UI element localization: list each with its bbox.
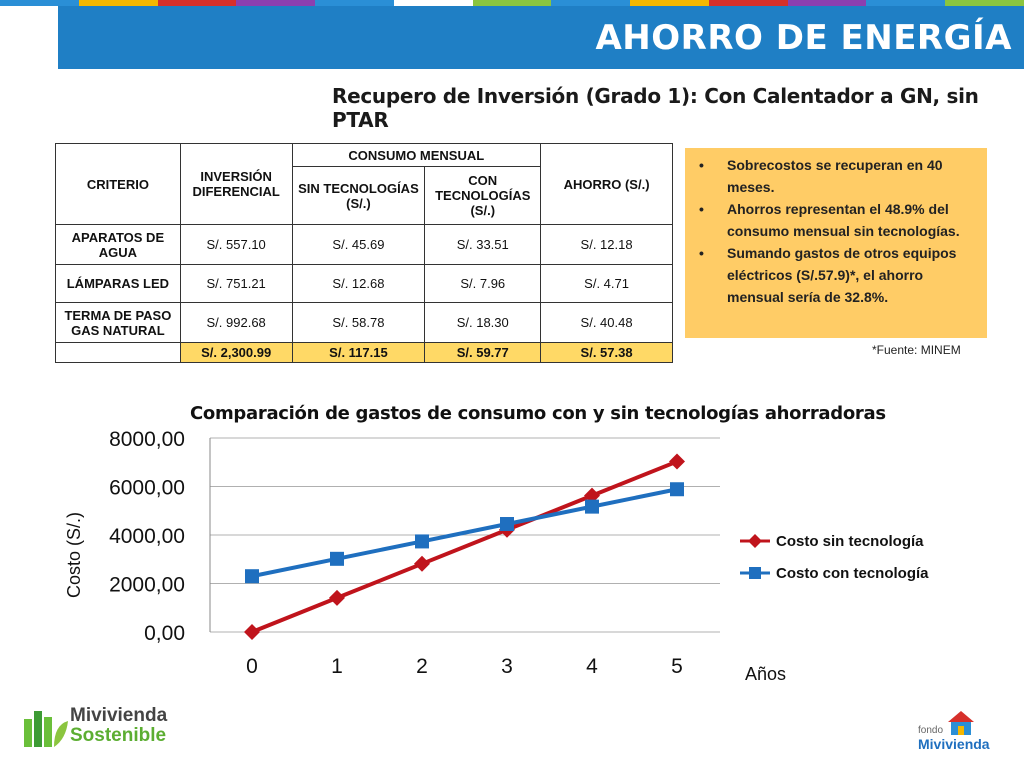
table-total-row <box>56 343 673 363</box>
cell-ahorro: S/. 40.48 <box>541 303 673 343</box>
logo-mivivienda-sostenible <box>20 705 167 747</box>
y-tick-label: 8000,00 <box>109 428 185 451</box>
cell-inversion: S/. 992.68 <box>180 303 292 343</box>
data-point-square <box>670 482 684 496</box>
x-tick-label: 0 <box>246 655 258 678</box>
data-point-diamond <box>329 590 345 606</box>
cell-sin: S/. 58.78 <box>292 303 425 343</box>
series-line-1 <box>252 489 677 576</box>
logo-line2: Sostenible <box>70 725 167 746</box>
total-ahorro: S/. 57.38 <box>541 343 673 363</box>
y-tick-label: 2000,00 <box>109 573 185 597</box>
legend-item-con <box>740 557 929 589</box>
cell-criterio: APARATOS DE AGUA <box>56 225 181 265</box>
data-point-diamond <box>669 454 685 470</box>
cell-inversion: S/. 751.21 <box>180 265 292 303</box>
building-leaf-icon <box>20 705 70 747</box>
chart-legend <box>740 525 929 589</box>
logo-mivivienda: Mivivienda <box>918 736 990 752</box>
legend-label: Costo con tecnología <box>776 564 929 582</box>
x-axis-label: Años <box>745 664 787 684</box>
table-row <box>56 303 673 343</box>
legend-item-sin <box>740 525 929 557</box>
cell-sin: S/. 12.68 <box>292 265 425 303</box>
cell-con: S/. 18.30 <box>425 303 541 343</box>
header-inversion: INVERSIÓN DIFERENCIAL <box>180 144 292 225</box>
data-point-square <box>415 534 429 548</box>
note-item: • Sobrecostos se recuperan en 40 meses. <box>727 154 977 198</box>
page-title: AHORRO DE ENERGÍA <box>595 18 1012 58</box>
house-icon <box>947 710 975 736</box>
logo-line1: Mivivienda <box>70 705 168 726</box>
chart-title: Comparación de gastos de consumo con y sin tecnologías ahorradoras <box>190 403 886 424</box>
table-row <box>56 265 673 303</box>
cell-ahorro: S/. 4.71 <box>541 265 673 303</box>
cell-inversion: S/. 557.10 <box>180 225 292 265</box>
notes-box <box>685 148 987 338</box>
investment-table <box>55 143 673 363</box>
header-criterio: CRITERIO <box>56 144 181 225</box>
y-tick-label: 4000,00 <box>109 525 185 548</box>
series-line-0 <box>252 462 677 632</box>
x-tick-label: 3 <box>501 655 513 678</box>
x-tick-label: 2 <box>416 655 428 678</box>
logo-text <box>70 706 167 746</box>
data-point-square <box>585 500 599 514</box>
cell-sin: S/. 45.69 <box>292 225 425 265</box>
cell-criterio: TERMA DE PASO GAS NATURAL <box>56 303 181 343</box>
cell-con: S/. 7.96 <box>425 265 541 303</box>
logo-fondo: fondo <box>918 725 944 736</box>
notes-list <box>695 154 977 308</box>
total-con: S/. 59.77 <box>425 343 541 363</box>
square-marker-icon <box>740 565 770 581</box>
data-point-diamond <box>244 624 260 640</box>
x-tick-label: 1 <box>331 655 343 678</box>
cell-con: S/. 33.51 <box>425 225 541 265</box>
header-band <box>58 6 1024 69</box>
y-tick-label: 6000,00 <box>109 476 185 500</box>
header-sin: SIN TECNOLOGÍAS (S/.) <box>292 167 425 225</box>
total-sin: S/. 117.15 <box>292 343 425 363</box>
data-point-square <box>500 517 514 531</box>
header-consumo: CONSUMO MENSUAL <box>292 144 541 167</box>
cell-criterio: LÁMPARAS LED <box>56 265 181 303</box>
x-tick-label: 5 <box>671 655 683 678</box>
total-inversion: S/. 2,300.99 <box>180 343 292 363</box>
header-con: CON TECNOLOGÍAS (S/.) <box>425 167 541 225</box>
cell-ahorro: S/. 12.18 <box>541 225 673 265</box>
legend-label: Costo sin tecnología <box>776 532 924 550</box>
header-ahorro: AHORRO (S/.) <box>541 144 673 225</box>
table-row <box>56 225 673 265</box>
logo-fondo-mivivienda <box>918 710 990 752</box>
y-axis-label: Costo (S/.) <box>64 511 84 599</box>
slide-subtitle: Recupero de Inversión (Grado 1): Con Calentador a GN, sin PTAR <box>332 84 979 132</box>
diamond-marker-icon <box>740 533 770 549</box>
data-point-diamond <box>414 556 430 572</box>
cell-empty <box>56 343 181 363</box>
source-note: *Fuente: MINEM <box>872 343 961 357</box>
table-header-row <box>56 144 673 167</box>
y-tick-label: 0,00 <box>144 622 185 645</box>
data-point-square <box>330 552 344 566</box>
note-item: • Sumando gastos de otros equipos eléctricos (S/.57.9)*, el ahorro mensual sería de 32.8%. <box>727 242 977 308</box>
note-item: • Ahorros representan el 48.9% del consumo mensual sin tecnologías. <box>727 198 977 242</box>
data-point-square <box>245 569 259 583</box>
x-tick-label: 4 <box>586 655 598 678</box>
